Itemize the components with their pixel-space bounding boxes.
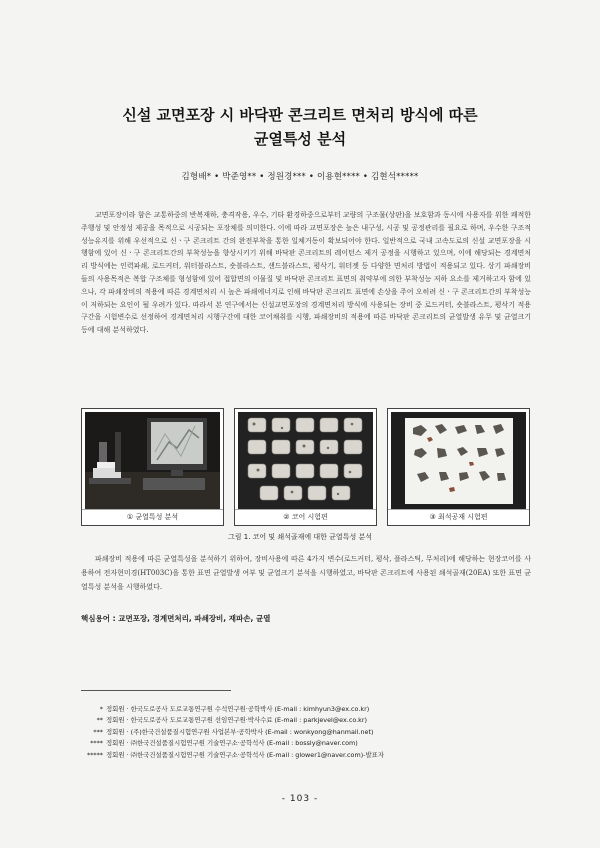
figure-core-specimens [234,408,377,526]
abstract-paragraph: 교면포장이라 함은 교통하중의 반복재하, 충격작용, 우수, 기타 환경하중으로부터 교량의 구조물(상판)을 보호함과 동시에 사용자를 위한 쾌적한 주행성 및 안정성 제공을 목적으로 시공되는 포장체를 의미한다. 이에 따라 교면포장은 높은 내구성, 시공 및 공정관리를 필요로 하며, 우수한 구조적 성능유지를 위해 우선적으로 신ㆍ구 콘크리트 간의 완전부착을 통한 일체거동이 확보되어야 한다. 일반적으로 국내 고속도로의 신설 교면포장을 시행함에 있어 신ㆍ구 콘크리트간의 부착성능을 향상시키기 위해 바닥판 콘크리트의 레이턴스 제거 공정을 시행하고 있으며, 이에 해당되는 경계면처리 방식에는 인력파쇄, 로드커터, 워터블라스트, 숏블라스트, 샌드블라스트, 평삭기, 워터젯 등 다양한 면처리 방법이 적용되고 있다. 상기 파쇄장비들의 사용목적은 복합 구조체를 형성함에 있어 접합면의 이물질 및 바닥판 콘크리트 표면의 취약부에 의한 부착성능 저하 요소를 제거하고자 함에 있으나, 각 파쇄장비의 적용에 따른 경계면처리 시 높은 파쇄에너지로 인해 바닥판 콘크리트 표면에 손상을 주어 오히려 신ㆍ구 콘크리트간의 부착성능이 저하되는 요인이 될 우려가 있다. 따라서 본 연구에서는 신설교면포장의 경계면처리 방식에 사용되는 장비 중 로드커터, 숏블라스트, 평삭기 적용구간을 시험변수로 선정하여 경계면처리 시행구간에 대한 코어채취를 시행, 파쇄장비의 적용에 따른 바닥판 콘크리트의 균열발생 유무 및 균열크기 등에 대해 분석하였다. [81,211,531,335]
footnotes [81,704,384,761]
footnote-mark: * [99,705,103,713]
microscope-photo [85,412,220,509]
footnote-text: 정회원 · ㈜한국건설품질시험연구원 기술연구소·공학석사 (E-mail : bossly@naver.com) [106,739,358,748]
footnote-mark: **** [90,739,103,748]
footnote [81,715,384,726]
keywords: 핵심용어 : 교면포장, 경계면처리, 파쇄장비, 재파손, 균열 [81,614,271,623]
figure-caption-2: ② 코어 시험편 [235,509,376,524]
footnote [81,750,384,761]
method-text: 파쇄장비 적용에 따른 균열특성을 분석하기 위하여, 장비사용에 따른 4가지 변수(로드커터, 평삭, 플라스틱, 무처리)에 해당하는 현장코어를 사용하여 전자현미경(HT003C)을 통한 표면 균열발생 여부 및 균열크기 분석을 시행하였고, 바닥판 콘크리트에 사용된 쇄석골재(20EA) 또한 표면 균열특성 분석을 시행하였다. [81,555,531,591]
core-specimens-photo [238,412,373,509]
figure-row [81,408,531,526]
figure-microscope [81,408,224,526]
page-number: - 103 - [281,794,319,804]
figure-caption-1: ① 균열특성 분석 [82,509,223,524]
figure-aggregate-specimens [387,408,530,526]
method-paragraph [81,552,531,594]
title-line-1: 신설 교면포장 시 바닥판 콘크리트 면처리 방식에 따른 [122,106,478,124]
figure-main-caption: 그림 1. 코어 및 쇄석골재에 대한 균열특성 분석 [228,533,372,541]
title-line-2: 균열특성 분석 [253,130,347,148]
footnote-mark: ***** [87,750,103,759]
footnote-text: 정회원 · 한국도로공사 도로교통연구원 수석연구원·공학박사 (E-mail : kimhyun3@ex.co.kr) [106,705,370,713]
abstract [81,209,531,337]
footnote-text: 정회원 · 한국도로공사 도로교통연구원 선임연구원·박사수료 (E-mail : parkjevel@ex.co.kr) [106,716,367,725]
footnote-divider [81,690,231,691]
figure-caption-3: ③ 최석공재 시험편 [388,509,529,524]
aggregate-specimens-photo [391,412,526,509]
footnote-mark: ** [96,716,103,725]
footnote [81,704,384,715]
author-list: 김형배* • 박준영** • 정원경*** • 이용현**** • 김현석***** [181,172,419,182]
footnote-text: 정회원 · (주)한국건설품질시험연구원 사업본부·공학박사 (E-mail : wonkyong@hanmail.net) [106,727,374,736]
paper-title [0,103,600,151]
footnote-text: 정회원 · ㈜한국건설품질시험연구원 기술연구소·공학석사 (E-mail : glower1@naver.com)-발표자 [106,750,385,759]
footnote-mark: *** [93,727,103,736]
footnote [81,727,384,738]
footnote [81,738,384,749]
